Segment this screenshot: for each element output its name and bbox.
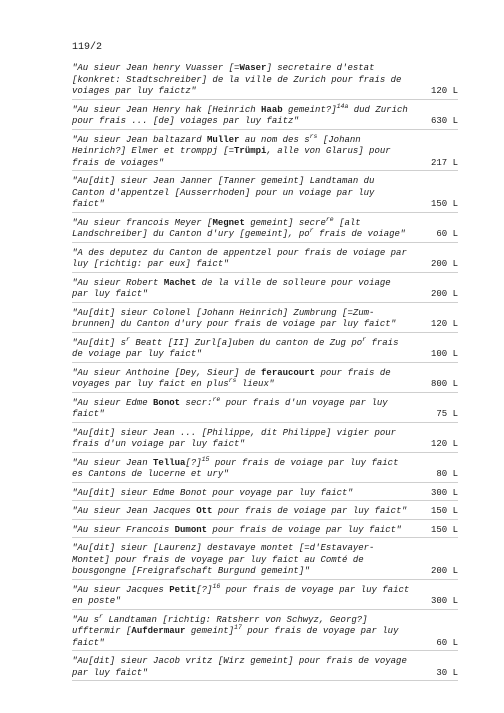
person-name: Megnet — [212, 217, 245, 228]
ledger-entry — [72, 63, 458, 100]
ledger-entry — [72, 278, 458, 303]
entry-amount: 100 L — [430, 349, 458, 359]
ledger-entry — [72, 308, 458, 333]
entry-text-segment: "Au sieur Edme — [72, 397, 154, 408]
ledger-entry — [72, 395, 458, 423]
entry-text-segment: "Au sieur Anthoine [Dey, Sieur] de — [72, 367, 262, 378]
person-name: Bonot — [153, 397, 181, 408]
entry-text-segment: [Johann Heinrich?] Elmer et tromppj [= — [72, 134, 361, 156]
entry-amount: 150 L — [430, 199, 458, 209]
ledger-entry — [72, 656, 458, 681]
entry-amount: 630 L — [430, 116, 458, 126]
entry-text-segment: pour frais de voyage par luy faict en poste" — [72, 584, 410, 606]
entry-amount: 120 L — [430, 439, 458, 449]
entry-text-segment: lieux" — [236, 379, 275, 389]
entry-amount: 200 L — [430, 566, 458, 576]
entry-text-segment: au nom des s — [239, 134, 310, 145]
superscript: r — [309, 227, 314, 234]
superscript: 16 — [212, 582, 221, 590]
entry-text-segment: pour frais de voiage par luy faict" — [207, 524, 402, 535]
entry-description — [72, 543, 410, 578]
entry-description — [72, 455, 410, 481]
person-name: Tellua — [153, 457, 186, 468]
person-name: Aufdermaur — [131, 626, 186, 636]
entry-text-segment: "Au[dit] sieur Jean Janner [Tanner gemeint] Landtaman du Canton d'appentzel [Ausserrhoden] pour un voiage par luy faict" — [72, 176, 375, 209]
entry-text-segment: [?] — [196, 584, 213, 595]
entry-description — [72, 395, 410, 421]
entry-text-segment: "Au s — [72, 614, 100, 625]
entry-amount: 120 L — [430, 86, 458, 96]
entry-amount: 30 L — [436, 667, 458, 678]
entry-amount: 80 L — [436, 469, 458, 479]
superscript: 15 — [201, 455, 210, 463]
entry-text-segment: secr: — [180, 397, 213, 408]
person-name: Muller — [207, 134, 240, 145]
ledger-entry — [72, 248, 458, 273]
entry-text-segment: [alt Landschreiber] du Canton d'ury [gemeint], po — [72, 217, 361, 239]
page-number: 119/2 — [72, 42, 103, 53]
entry-amount: 150 L — [430, 506, 458, 516]
entry-description — [72, 63, 410, 98]
entry-text-segment: dud Zurich pour frais ... [de] voiages par luy faitz" — [72, 104, 408, 126]
superscript: r — [362, 335, 367, 343]
person-name: Waser — [239, 63, 267, 73]
entry-text-segment: "Au sieur Jean Jacques — [72, 506, 197, 516]
entry-text-segment: "Au sieur Jean baltazard — [72, 134, 208, 145]
entry-description — [72, 656, 410, 679]
entry-amount: 75 L — [436, 409, 458, 419]
entry-text-segment: "Au sieur Robert — [72, 277, 164, 288]
superscript: rs — [309, 132, 318, 140]
entry-text-segment: "Au sieur francois Meyer [ — [72, 217, 213, 228]
superscript: re — [212, 395, 221, 403]
person-name: Ott — [196, 506, 213, 516]
entry-amount: 300 L — [430, 596, 458, 606]
entry-description — [72, 428, 410, 451]
entry-text-segment: de la ville de solleure pour voiage par luy faict" — [72, 277, 391, 299]
entry-text-segment: "Au sieur Francois — [72, 524, 175, 535]
entry-text-segment: gemeint] secre — [244, 217, 326, 228]
ledger-entry — [72, 543, 458, 580]
person-name: Haab — [261, 104, 283, 115]
entry-description — [72, 612, 410, 650]
entry-text-segment: Landtaman [richtig: Ratsherr von Schwyz, Georg?] ufftermir [ — [72, 614, 368, 636]
entry-description — [72, 488, 410, 500]
person-name: Petit — [169, 584, 197, 595]
entry-text-segment: frais de voiage" — [313, 229, 406, 239]
person-name: feraucourt — [261, 367, 316, 378]
superscript: re — [325, 215, 334, 223]
entry-amount: 217 L — [430, 157, 458, 168]
entry-text-segment: pour frais de voyages par luy faict en plus — [72, 367, 391, 389]
entry-text-segment: "Au sieur Jean Henry hak [Heinrich — [72, 104, 262, 115]
entry-text-segment: gemeint?] — [282, 104, 337, 115]
superscript: 17 — [234, 624, 242, 631]
entry-description — [72, 215, 410, 241]
entry-text-segment: "Au sieur Jacques — [72, 584, 170, 595]
entry-description — [72, 248, 410, 271]
person-name: Dumont — [174, 524, 208, 535]
entry-amount: 120 L — [430, 319, 458, 329]
entry-text-segment: "Au[dit] sieur Jean ... [Philippe, dit Philippe] vigier pour frais d'un voiage par luy faict" — [72, 427, 397, 449]
ledger-entry — [72, 428, 458, 453]
entry-amount: 60 L — [436, 637, 458, 648]
entry-text-segment: [?] — [185, 457, 202, 468]
entry-description — [72, 278, 410, 301]
entry-text-segment: pour frais de voyage par luy faict" — [72, 626, 399, 648]
entry-text-segment: pour frais de voiage par luy faict es Cantons de lucerne et ury" — [72, 457, 399, 479]
superscript: r — [126, 335, 130, 343]
entry-text-segment: , alle von Glarus] pour frais de voiages" — [72, 146, 391, 168]
entry-amount: 200 L — [430, 289, 458, 299]
superscript: r — [99, 612, 103, 620]
ledger-entry — [72, 176, 458, 213]
entry-description — [72, 582, 410, 608]
ledger-entry — [72, 335, 458, 363]
ledger-entry — [72, 368, 458, 393]
entry-text-segment: gemeint] — [185, 626, 235, 636]
entry-text-segment: "Au[dit] sieur Colonel [Johann Heinrich] Zumbrung [=Zum-brunnen] du Canton d'ury pour frais de voiage par luy faict" — [72, 307, 397, 329]
entry-text-segment: ] secretaire d'estat [konkret: Stadtschreiber] de la ville de Zurich pour frais de voiages par luy faictz" — [72, 63, 402, 96]
entry-text-segment: pour frais de voiage par luy faict" — [212, 506, 407, 516]
entry-text-segment: Beatt [II] Zurl[a]uben du canton de Zug po — [129, 337, 363, 348]
entry-text-segment: "Au[dit] sieur Jacob vritz [Wirz gemeint] pour frais de voyage par luy faict" — [72, 656, 407, 678]
entry-amount: 150 L — [430, 524, 458, 535]
ledger-entry — [72, 506, 458, 520]
ledger-entry — [72, 215, 458, 243]
entry-text-segment: "A des deputez du Canton de appentzel pour frais de voiage par luy [richtig: par eux] faict" — [72, 247, 407, 269]
entry-description — [72, 368, 410, 391]
entry-text-segment: pour frais d'un voyage par luy faict" — [72, 397, 388, 419]
ledger-entry — [72, 612, 458, 652]
ledger-entry — [72, 102, 458, 130]
entry-amount: 200 L — [430, 259, 458, 269]
entry-text-segment: frais de voiage par luy faict" — [72, 337, 399, 359]
entry-description — [72, 176, 410, 211]
entry-text-segment: "Au sieur Jean — [72, 457, 154, 468]
entry-list — [72, 63, 458, 686]
entry-description — [72, 308, 410, 331]
ledger-entry — [72, 455, 458, 483]
entry-description — [72, 335, 410, 361]
entry-description — [72, 506, 410, 518]
entry-text-segment: "Au sieur Jean henry Vuasser [= — [72, 63, 240, 73]
entry-amount: 800 L — [430, 379, 458, 389]
person-name: Machet — [163, 277, 197, 288]
ledger-entry — [72, 132, 458, 172]
entry-description — [72, 132, 410, 170]
entry-description — [72, 525, 410, 537]
entry-amount: 60 L — [436, 229, 458, 239]
superscript: 14a — [336, 102, 349, 110]
entry-text-segment: "Au[dit] sieur Edme Bonot pour voyage par luy faict" — [72, 487, 353, 498]
entry-amount: 300 L — [430, 487, 458, 498]
entry-text-segment: "Au[dit] s — [72, 337, 127, 348]
superscript: rs — [228, 377, 237, 384]
ledger-entry — [72, 488, 458, 502]
ledger-entry — [72, 582, 458, 610]
entry-description — [72, 102, 410, 128]
person-name: Trümpi — [234, 146, 267, 156]
ledger-entry — [72, 525, 458, 539]
entry-text-segment: "Au[dit] sieur [Laurenz] destavaye montet [=d'Estavayer-Montet] pour frais de voyage par luy faict au Comté de bousgongne [Freigrafschaft Burgund gemeint]" — [72, 543, 375, 576]
